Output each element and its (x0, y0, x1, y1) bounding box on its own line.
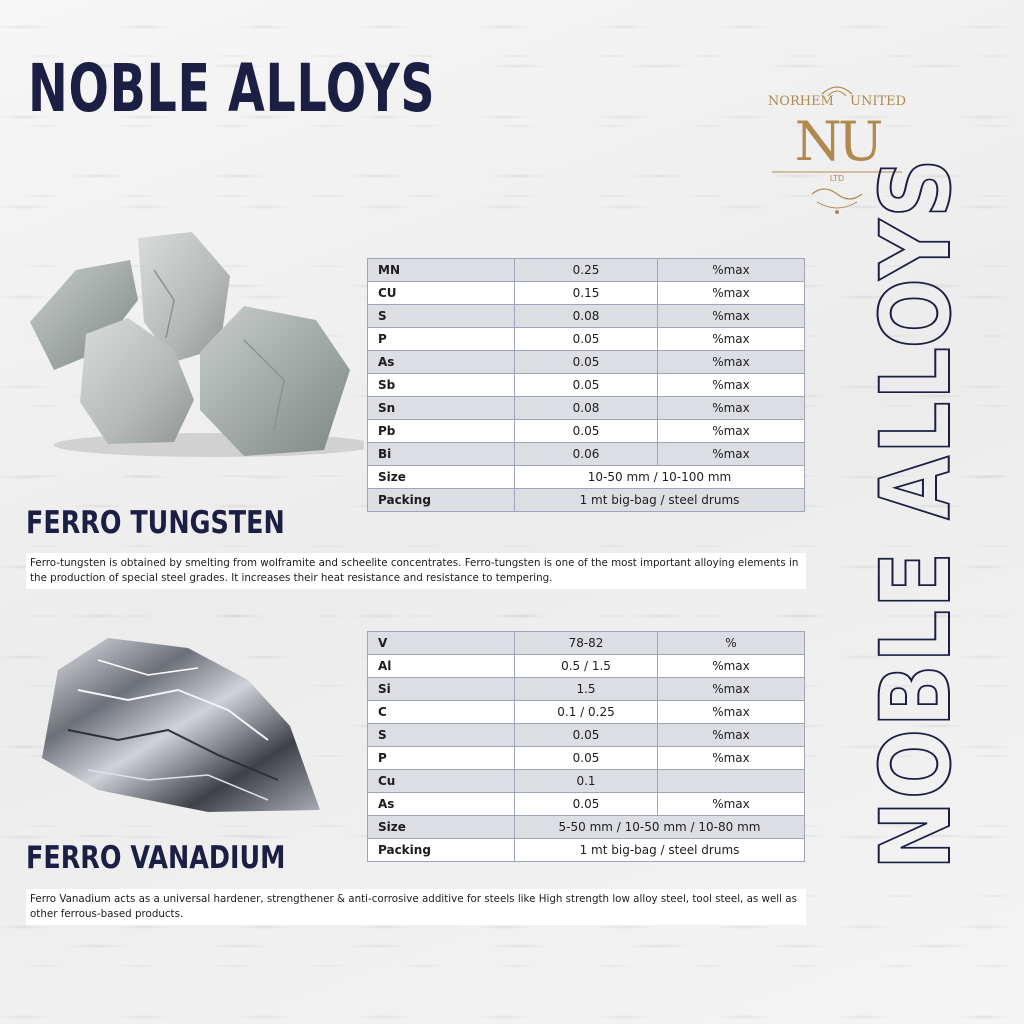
spec-value: 1.5 (515, 678, 658, 701)
spec-value: 0.5 / 1.5 (515, 655, 658, 678)
spec-row (368, 420, 805, 443)
spec-row (368, 443, 805, 466)
spec-row (368, 305, 805, 328)
spec-value: 5-50 mm / 10-50 mm / 10-80 mm (515, 816, 805, 839)
spec-value: 0.05 (515, 351, 658, 374)
spec-unit: %max (658, 443, 805, 466)
spec-row (368, 374, 805, 397)
spec-value: 0.25 (515, 259, 658, 282)
spec-element: Si (368, 678, 515, 701)
spec-element: Cu (368, 770, 515, 793)
spec-value: 1 mt big-bag / steel drums (515, 839, 805, 862)
spec-row (368, 770, 805, 793)
spec-unit: %max (658, 259, 805, 282)
spec-row (368, 793, 805, 816)
ferro-tungsten-description: Ferro-tungsten is obtained by smelting from wolframite and scheelite concentrates. Ferro-tungsten is one of the most important alloying elements in the production of special steel grades. It increases their heat resistance and resistance to tempering. (26, 553, 806, 589)
spec-element: Bi (368, 443, 515, 466)
spec-row (368, 701, 805, 724)
spec-value: 0.05 (515, 793, 658, 816)
spec-element: S (368, 305, 515, 328)
spec-row (368, 397, 805, 420)
spec-element: As (368, 793, 515, 816)
spec-packing-row (368, 489, 805, 512)
spec-value: 0.1 / 0.25 (515, 701, 658, 724)
spec-unit: %max (658, 655, 805, 678)
spec-value: 0.08 (515, 397, 658, 420)
spec-unit: %max (658, 305, 805, 328)
spec-value: 0.15 (515, 282, 658, 305)
spec-label: Size (368, 816, 515, 839)
spec-unit: %max (658, 282, 805, 305)
spec-unit: %max (658, 747, 805, 770)
spec-element: CU (368, 282, 515, 305)
logo-monogram: NU (794, 110, 880, 173)
spec-unit: % (658, 632, 805, 655)
spec-unit: %max (658, 328, 805, 351)
spec-unit: %max (658, 397, 805, 420)
spec-value: 0.1 (515, 770, 658, 793)
ferro-tungsten-image (24, 230, 364, 462)
spec-value: 10-50 mm / 10-100 mm (515, 466, 805, 489)
spec-row (368, 351, 805, 374)
spec-value: 0.05 (515, 420, 658, 443)
spec-row (368, 282, 805, 305)
ferro-tungsten-title: FERRO TUNGSTEN (26, 505, 285, 541)
spec-size-row (368, 816, 805, 839)
spec-row (368, 724, 805, 747)
spec-row (368, 632, 805, 655)
spec-element: Sb (368, 374, 515, 397)
spec-element: Pb (368, 420, 515, 443)
vertical-title: NOBLE ALLOYS (860, 156, 972, 870)
spec-value: 1 mt big-bag / steel drums (515, 489, 805, 512)
ferro-tungsten-spec-table (367, 258, 805, 512)
spec-label: Packing (368, 489, 515, 512)
logo-right-word: UNITED (850, 94, 907, 109)
spec-value: 0.05 (515, 747, 658, 770)
page-title: NOBLE ALLOYS (28, 50, 436, 127)
spec-value: 0.06 (515, 443, 658, 466)
logo-suffix: LTD (829, 174, 845, 183)
spec-unit: %max (658, 678, 805, 701)
spec-value: 0.08 (515, 305, 658, 328)
ferro-vanadium-image (38, 630, 328, 820)
spec-value: 0.05 (515, 374, 658, 397)
spec-element: P (368, 747, 515, 770)
ferro-vanadium-spec-table (367, 631, 805, 862)
spec-size-row (368, 466, 805, 489)
spec-element: Sn (368, 397, 515, 420)
spec-value: 78-82 (515, 632, 658, 655)
spec-element: C (368, 701, 515, 724)
spec-element: As (368, 351, 515, 374)
spec-unit (658, 770, 805, 793)
spec-element: MN (368, 259, 515, 282)
spec-value: 0.05 (515, 328, 658, 351)
spec-unit: %max (658, 420, 805, 443)
spec-packing-row (368, 839, 805, 862)
spec-unit: %max (658, 351, 805, 374)
spec-label: Size (368, 466, 515, 489)
spec-value: 0.05 (515, 724, 658, 747)
spec-row (368, 259, 805, 282)
ferro-vanadium-title: FERRO VANADIUM (26, 840, 286, 876)
spec-unit: %max (658, 374, 805, 397)
ferro-vanadium-description: Ferro Vanadium acts as a universal hardener, strengthener & anti-corrosive additive for steels like High strength low alloy steel, tool steel, as well as other ferrous-based products. (26, 889, 806, 925)
spec-element: S (368, 724, 515, 747)
spec-element: Al (368, 655, 515, 678)
spec-element: V (368, 632, 515, 655)
spec-unit: %max (658, 724, 805, 747)
spec-element: P (368, 328, 515, 351)
spec-unit: %max (658, 793, 805, 816)
spec-row (368, 747, 805, 770)
spec-row (368, 328, 805, 351)
spec-label: Packing (368, 839, 515, 862)
logo-left-word: NORHEM (767, 94, 834, 109)
spec-row (368, 655, 805, 678)
spec-unit: %max (658, 701, 805, 724)
spec-row (368, 678, 805, 701)
